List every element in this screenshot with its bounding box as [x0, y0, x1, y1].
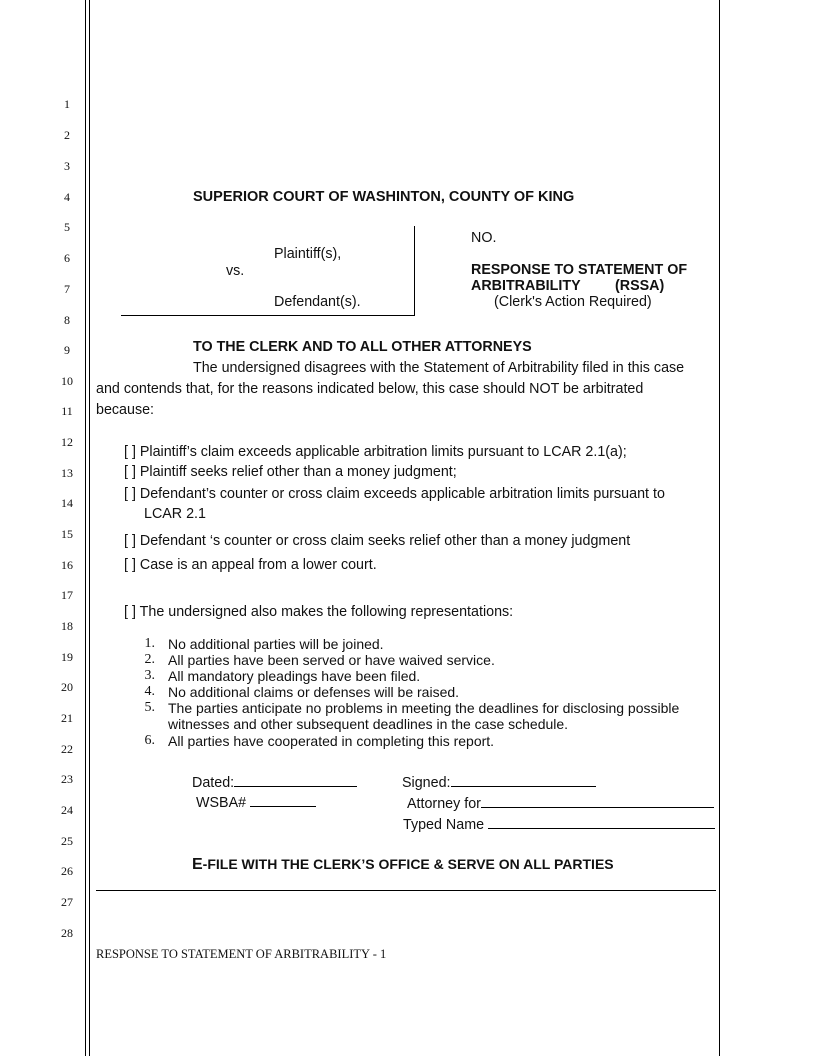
line-number: 8	[64, 313, 70, 327]
attorney-for-field[interactable]	[407, 794, 714, 813]
reason-item: [ ] Defendant’s counter or cross claim exceeds applicable arbitration limits pursuant to	[124, 486, 665, 502]
wsba-field[interactable]	[196, 793, 316, 812]
signed-field[interactable]	[402, 773, 596, 792]
intro-line-3: because:	[96, 402, 155, 418]
typed-name-field[interactable]	[403, 815, 715, 834]
representation-item: All parties have cooperated in completing this report.	[168, 733, 495, 749]
line-number: 6	[64, 251, 70, 265]
line-number: 13	[61, 466, 73, 480]
caption-divider-horizontal	[121, 315, 415, 316]
line-number: 5	[64, 220, 70, 234]
line-number: 15	[61, 527, 73, 541]
representation-item: The parties anticipate no problems in meeting the deadlines for disclosing possible	[168, 700, 680, 716]
representation-item-continuation: witnesses and other subsequent deadlines in the case schedule.	[168, 716, 569, 732]
addressee-heading: TO THE CLERK AND TO ALL OTHER ATTORNEYS	[193, 339, 532, 355]
line-number: 9	[64, 343, 70, 357]
representation-number: 6.	[144, 733, 155, 748]
plaintiff-label: Plaintiff(s),	[274, 246, 342, 262]
efile-notice-initial: E	[192, 856, 203, 873]
wsba-blank[interactable]	[250, 793, 316, 807]
efile-notice-text: -FILE WITH THE CLERK’S OFFICE & SERVE ON ALL PARTIES	[202, 856, 614, 872]
intro-line-2: and contends that, for the reasons indicated below, this case should NOT be arbitrated	[96, 381, 644, 397]
right-margin-rule	[719, 0, 720, 1056]
case-number-label: NO.	[471, 230, 497, 246]
line-number: 25	[61, 834, 73, 848]
vs-label: vs.	[226, 263, 245, 279]
court-title: SUPERIOR COURT OF WASHINTON, COUNTY OF KING	[193, 189, 575, 205]
document-title-abbrev: (RSSA)	[615, 278, 665, 294]
reason-item-continuation: LCAR 2.1	[144, 506, 206, 522]
wsba-label: WSBA#	[196, 795, 247, 811]
left-margin-rule-inner	[89, 0, 90, 1056]
line-number: 4	[64, 190, 70, 204]
dated-field[interactable]	[192, 773, 357, 792]
representations-intro: [ ] The undersigned also makes the following representations:	[124, 604, 514, 620]
defendant-label: Defendant(s).	[274, 294, 361, 310]
notice-rule	[96, 890, 716, 891]
attorney-for-label: Attorney for	[407, 796, 481, 812]
document-title-line2: ARBITRABILITY	[471, 278, 581, 294]
reason-item: [ ] Defendant ‘s counter or cross claim seeks relief other than a money judgment	[124, 533, 631, 549]
intro-line-1: The undersigned disagrees with the Statement of Arbitrability filed in this case	[193, 360, 685, 376]
representation-item: No additional parties will be joined.	[168, 636, 384, 652]
efile-notice	[192, 856, 614, 874]
signed-blank[interactable]	[451, 773, 596, 787]
dated-blank[interactable]	[234, 773, 357, 787]
line-number: 22	[61, 742, 73, 756]
line-number: 12	[61, 435, 73, 449]
line-number: 24	[61, 803, 73, 817]
line-number: 14	[61, 496, 73, 510]
line-number: 27	[61, 895, 73, 909]
line-number: 20	[61, 680, 73, 694]
caption-divider-vertical	[414, 226, 415, 316]
representation-item: All parties have been served or have waived service.	[168, 652, 495, 668]
representation-item: All mandatory pleadings have been filed.	[168, 668, 421, 684]
signed-label: Signed:	[402, 775, 451, 791]
line-number: 7	[64, 282, 70, 296]
line-number: 19	[61, 650, 73, 664]
document-title-line1: RESPONSE TO STATEMENT OF	[471, 262, 688, 278]
reason-item: [ ] Case is an appeal from a lower court.	[124, 557, 377, 573]
attorney-for-blank[interactable]	[481, 794, 714, 808]
representation-number: 3.	[144, 668, 155, 683]
line-number: 23	[61, 772, 73, 786]
line-number: 18	[61, 619, 73, 633]
line-number: 10	[61, 374, 73, 388]
reason-item: [ ] Plaintiff’s claim exceeds applicable arbitration limits pursuant to LCAR 2.1(a);	[124, 444, 627, 460]
line-number: 3	[64, 159, 70, 173]
dated-label: Dated:	[192, 775, 235, 791]
line-number: 26	[61, 864, 73, 878]
representation-item: No additional claims or defenses will be raised.	[168, 684, 460, 700]
typed-name-label: Typed Name	[403, 817, 485, 833]
line-number: 16	[61, 558, 73, 572]
typed-name-blank[interactable]	[488, 815, 715, 829]
representation-number: 1.	[144, 636, 155, 651]
line-number: 1	[64, 97, 70, 111]
line-number: 21	[61, 711, 73, 725]
line-number: 11	[61, 404, 73, 418]
line-number: 2	[64, 128, 70, 142]
representation-number: 4.	[144, 684, 155, 699]
left-margin-rule-outer	[85, 0, 86, 1056]
reason-item: [ ] Plaintiff seeks relief other than a money judgment;	[124, 464, 457, 480]
page-footer: RESPONSE TO STATEMENT OF ARBITRABILITY - 1	[96, 947, 387, 961]
clerk-action-note: (Clerk's Action Required)	[494, 294, 652, 310]
representation-number: 5.	[144, 700, 155, 715]
line-number: 28	[61, 926, 73, 940]
representation-number: 2.	[144, 652, 155, 667]
line-number: 17	[61, 588, 73, 602]
